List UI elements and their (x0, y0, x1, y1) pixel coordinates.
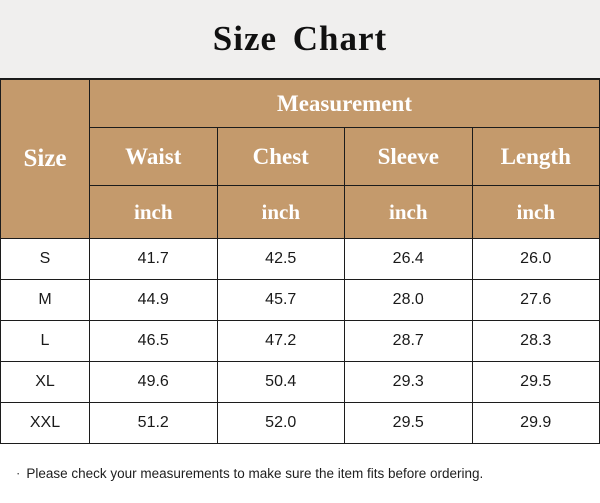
row-size: XL (1, 362, 90, 403)
row-chest: 50.4 (217, 362, 345, 403)
row-length: 29.9 (472, 403, 600, 444)
header-metric-waist: Waist (90, 128, 218, 186)
chart-title-bar (0, 0, 600, 79)
header-metric-chest: Chest (217, 128, 345, 186)
page-title: Size Chart (212, 19, 388, 58)
row-waist: 44.9 (90, 280, 218, 321)
table-header-row-metrics (1, 128, 600, 186)
row-chest: 52.0 (217, 403, 345, 444)
header-measurement: Measurement (90, 80, 600, 128)
row-size: M (1, 280, 90, 321)
row-chest: 47.2 (217, 321, 345, 362)
header-unit-chest: inch (217, 186, 345, 239)
table-row (1, 321, 600, 362)
table-row (1, 362, 600, 403)
header-unit-waist: inch (90, 186, 218, 239)
header-unit-length: inch (472, 186, 600, 239)
row-sleeve: 28.0 (345, 280, 473, 321)
row-size: XXL (1, 403, 90, 444)
row-waist: 51.2 (90, 403, 218, 444)
row-waist: 49.6 (90, 362, 218, 403)
row-sleeve: 26.4 (345, 239, 473, 280)
size-chart-table (0, 79, 600, 444)
row-size: L (1, 321, 90, 362)
row-length: 29.5 (472, 362, 600, 403)
table-header-row-group (1, 80, 600, 128)
footer-note (0, 444, 600, 503)
table-row (1, 280, 600, 321)
row-sleeve: 28.7 (345, 321, 473, 362)
row-chest: 42.5 (217, 239, 345, 280)
row-sleeve: 29.5 (345, 403, 473, 444)
row-length: 28.3 (472, 321, 600, 362)
row-chest: 45.7 (217, 280, 345, 321)
table-header-row-units (1, 186, 600, 239)
header-metric-length: Length (472, 128, 600, 186)
bullet-icon: · (16, 466, 21, 481)
table-row (1, 403, 600, 444)
row-waist: 46.5 (90, 321, 218, 362)
row-length: 26.0 (472, 239, 600, 280)
row-size: S (1, 239, 90, 280)
header-unit-sleeve: inch (345, 186, 473, 239)
row-sleeve: 29.3 (345, 362, 473, 403)
header-metric-sleeve: Sleeve (345, 128, 473, 186)
table-row (1, 239, 600, 280)
row-length: 27.6 (472, 280, 600, 321)
row-waist: 41.7 (90, 239, 218, 280)
footer-note-text: Please check your measurements to make sure the item fits before ordering. (26, 466, 484, 481)
header-size: Size (1, 80, 90, 239)
